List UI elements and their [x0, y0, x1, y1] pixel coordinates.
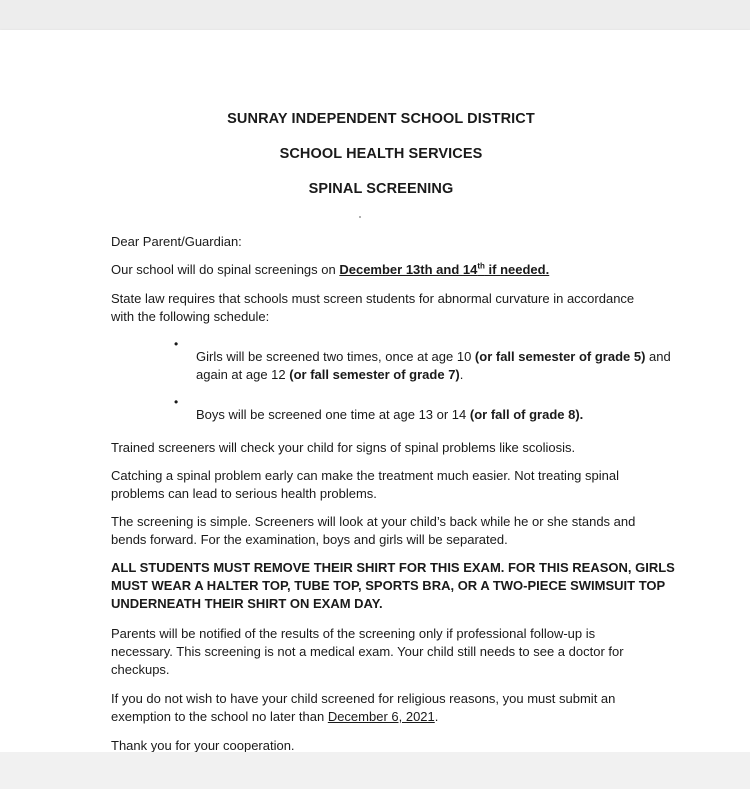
shirt-notice: ALL STUDENTS MUST REMOVE THEIR SHIRT FOR THIS EXAM. FOR THIS REASON, GIRLS MUST WEAR A HALTER TOP, TUBE TOP, SPORTS BRA, OR A TWO-PIECE SWIMSUIT TOP UNDERNEATH THEIR SHIRT ON EXAM DAY. — [111, 560, 675, 611]
district-name: SUNRAY INDEPENDENT SCHOOL DISTRICT — [227, 111, 535, 127]
top-margin — [0, 0, 750, 32]
intro-paragraph — [111, 261, 671, 279]
screening-process-paragraph: The screening is simple. Screeners will look at your child’s back while he or she stands and bends forward. For the examination, boys and girls will be separated. — [111, 514, 636, 547]
girls-text-2: and again at age 12 — [196, 349, 671, 382]
girls-grade-5: (or fall semester of grade 5) — [474, 349, 646, 364]
law-paragraph: State law requires that schools must screen students for abnormal curvature in accordance with the following schedule: — [111, 291, 635, 324]
screening-dates — [339, 262, 549, 277]
closing-line: Thank you for your cooperation. — [111, 738, 295, 752]
boys-text: Boys will be screened one time at age 13 or 14 — [196, 407, 470, 422]
girls-grade-7: (or fall semester of grade 7) — [289, 367, 460, 382]
boys-grade-8: (or fall of grade 8). — [469, 407, 584, 422]
boys-schedule-item — [196, 406, 676, 424]
scan-speck — [359, 216, 361, 218]
bottom-margin — [0, 752, 750, 789]
trained-paragraph: Trained screeners will check your child for signs of spinal problems like scoliosis. — [111, 440, 576, 455]
girls-schedule-item — [196, 348, 676, 384]
screening-date-suffix: if needed. — [484, 262, 550, 277]
girls-text-3: . — [459, 367, 464, 382]
exemption-deadline: December 6, 2021 — [327, 709, 435, 724]
document-header — [0, 110, 750, 215]
exemption-paragraph — [111, 690, 651, 726]
results-paragraph: Parents will be notified of the results of the screening only if professional follow-up is necessary. This screening is not a medical exam. Your child still needs to see a doctor for checkups. — [111, 626, 624, 677]
document-page — [0, 30, 750, 752]
exemption-text: If you do not wish to have your child screened for religious reasons, you must submit an exemption to the school no later than — [111, 691, 616, 724]
document-title: SPINAL SCREENING — [308, 181, 454, 197]
catching-paragraph: Catching a spinal problem early can make the treatment much easier. Not treating spinal problems can lead to serious health problems. — [111, 468, 619, 501]
department-name: SCHOOL HEALTH SERVICES — [279, 146, 483, 162]
girls-text-1: Girls will be screened two times, once at age 10 — [196, 349, 475, 364]
bullet-dot: • — [174, 395, 179, 409]
intro-text: Our school will do spinal screenings on — [111, 262, 340, 277]
screening-date-main: December 13th and 14 — [339, 262, 478, 277]
exemption-period: . — [434, 709, 439, 724]
salutation: Dear Parent/Guardian: — [111, 234, 242, 249]
bullet-dot: • — [174, 337, 179, 351]
screening-date-superscript: th — [477, 261, 485, 271]
